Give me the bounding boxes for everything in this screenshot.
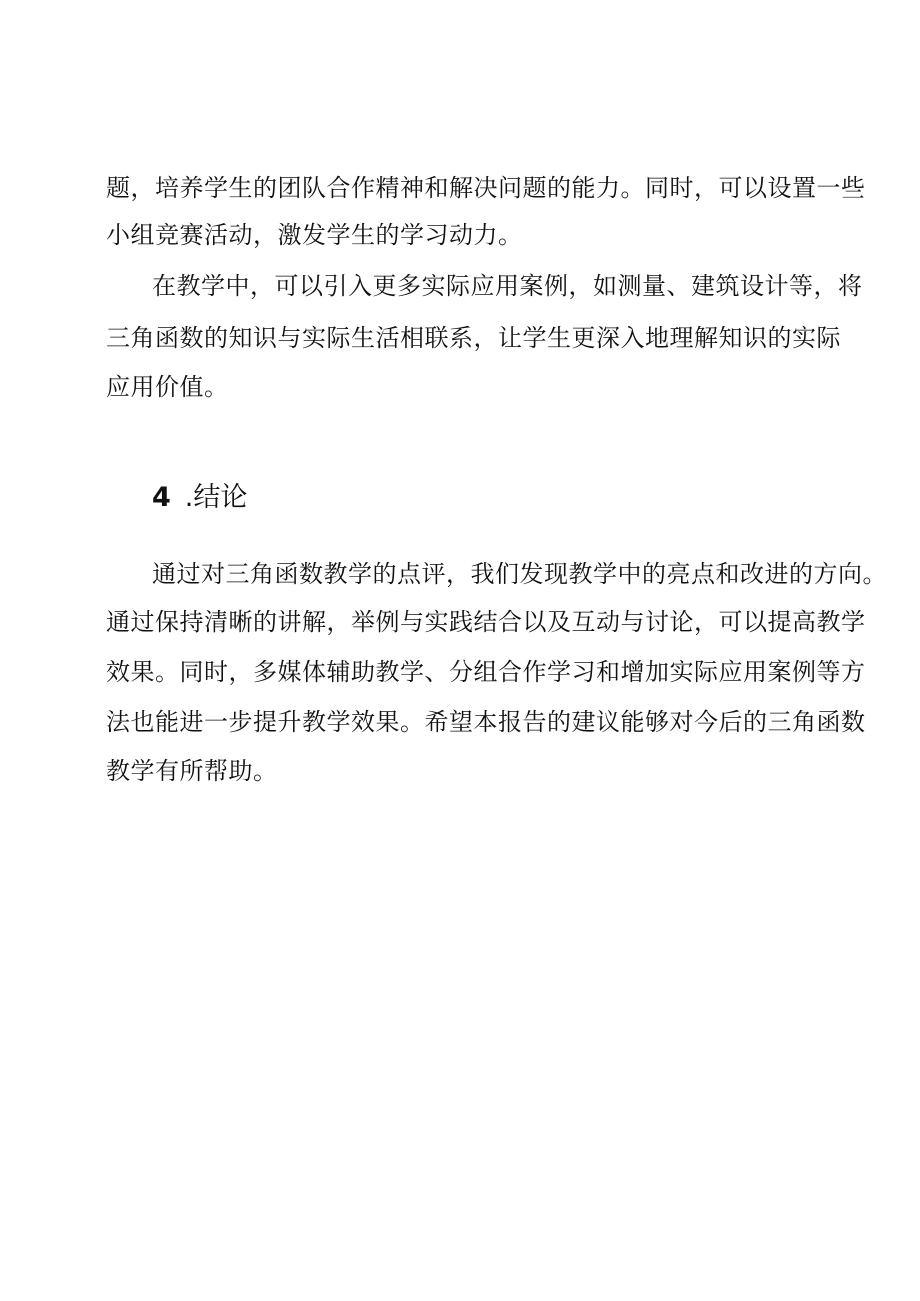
paragraph-2-line-2: 三角函数的知识与实际生活相联系，让学生更深入地理解知识的实际 bbox=[106, 324, 841, 352]
paragraph-2-line-1: 在教学中，可以引入更多实际应用案例，如测量、建筑设计等，将 bbox=[152, 272, 863, 300]
paragraph-1-line-2: 小组竞赛活动，激发学生的学习动力。 bbox=[106, 221, 523, 249]
section-number: 4 bbox=[152, 482, 171, 513]
section-title: .结论 bbox=[184, 482, 248, 513]
paragraph-1-line-1: 题，培养学生的团队合作精神和解决问题的能力。同时，可以设置一些 bbox=[106, 174, 866, 202]
section-heading-conclusion bbox=[152, 480, 247, 516]
paragraph-3-line-5: 教学有所帮助。 bbox=[106, 757, 278, 785]
paragraph-3-line-1: 通过对三角函数教学的点评，我们发现教学中的亮点和改进的方向。 bbox=[152, 560, 887, 588]
paragraph-3-line-3: 效果。同时，多媒体辅助教学、分组合作学习和增加实际应用案例等方 bbox=[106, 658, 866, 686]
paragraph-3-line-4: 法也能进一步提升教学效果。希望本报告的建议能够对今后的三角函数 bbox=[106, 708, 866, 736]
paragraph-3-line-2: 通过保持清晰的讲解，举例与实践结合以及互动与讨论，可以提高教学 bbox=[106, 608, 866, 636]
paragraph-2-line-3: 应用价值。 bbox=[106, 373, 229, 401]
